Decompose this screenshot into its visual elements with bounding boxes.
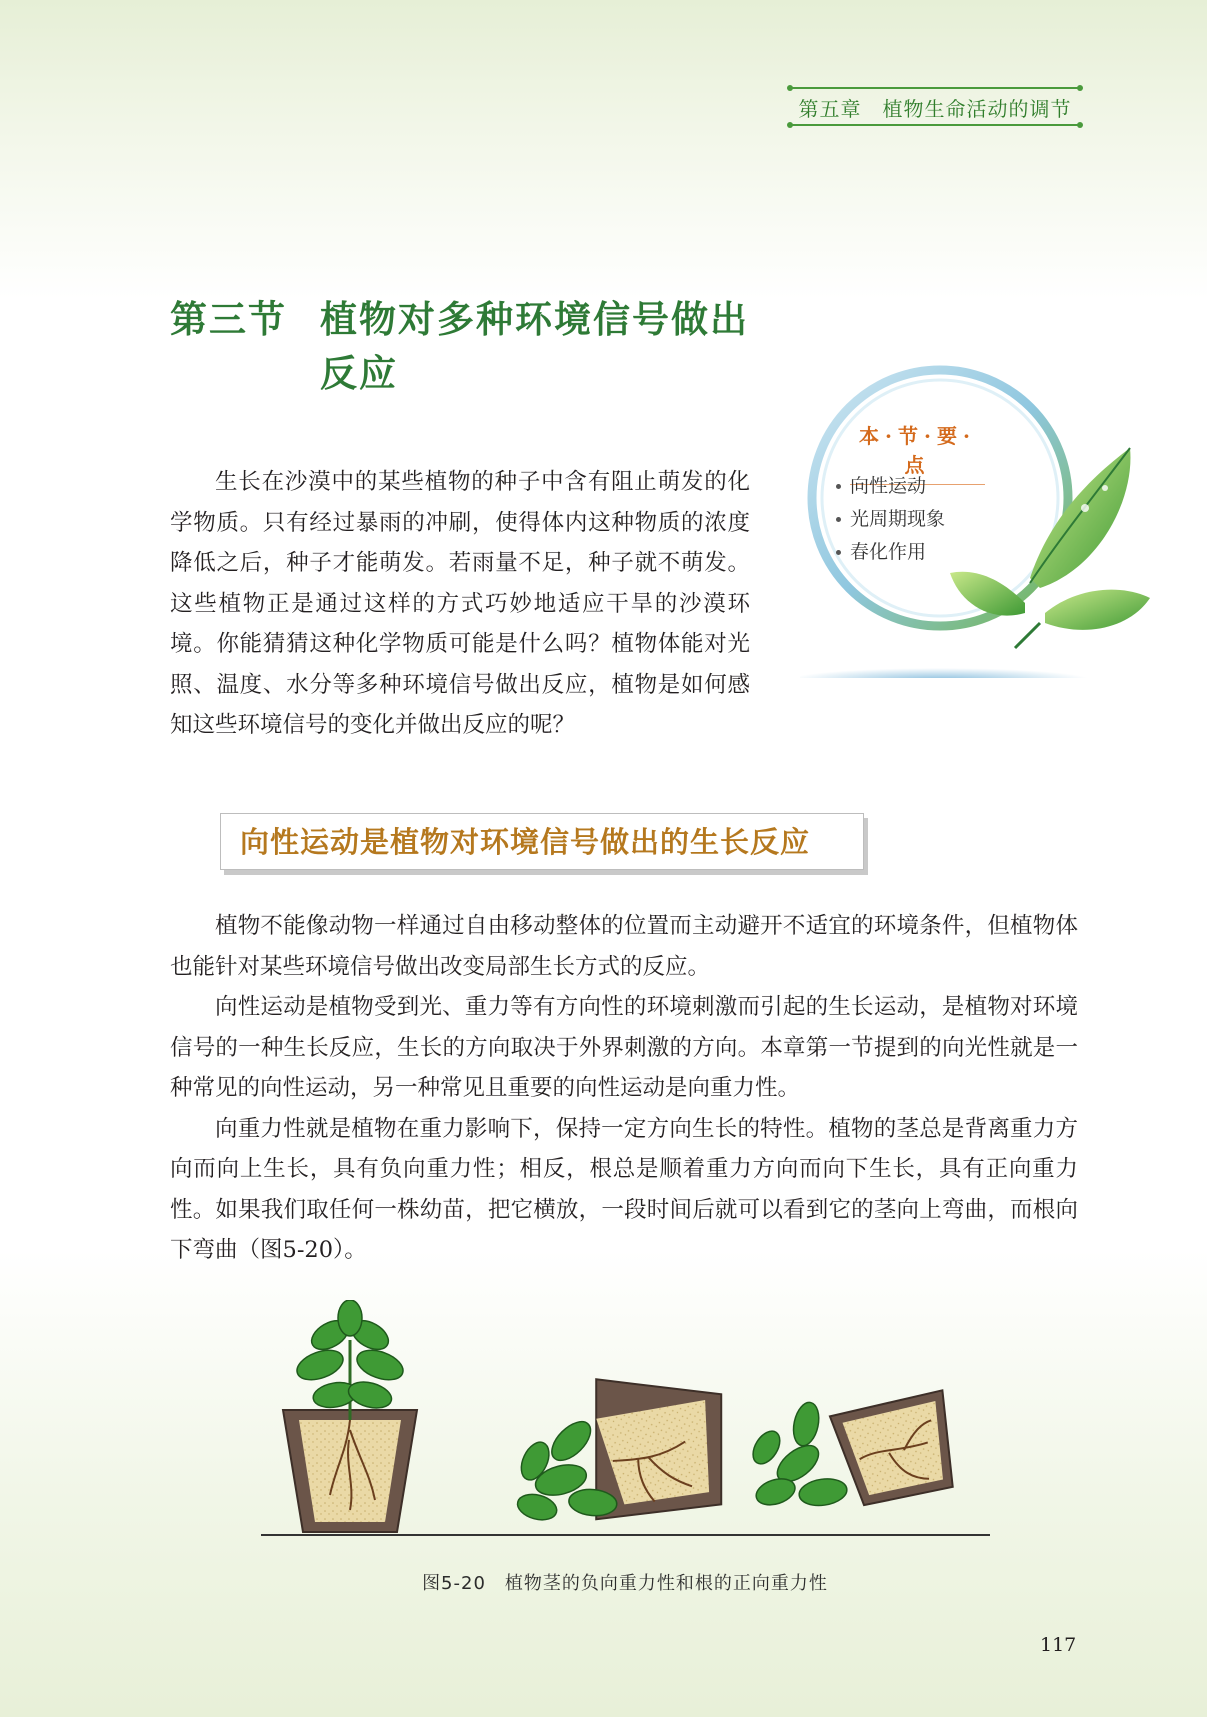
- keypoints-list: [836, 470, 945, 569]
- chapter-header: 第五章 植物生命活动的调节: [798, 97, 1072, 121]
- keypoint-item: 春化作用: [836, 536, 945, 569]
- bullet-icon: [836, 484, 841, 489]
- section-number: 第三节: [170, 297, 287, 341]
- subheading: 向性运动是植物对环境信号做出的生长反应: [240, 825, 811, 859]
- figure-5-20-illustration: [255, 1300, 995, 1550]
- header-rule-top: [790, 87, 1080, 89]
- section-title-text: 植物对多种环境信号做出反应: [320, 297, 749, 395]
- bullet-icon: [836, 517, 841, 522]
- figure-caption: 图5-20 植物茎的负向重力性和根的正向重力性: [422, 1573, 828, 1594]
- body-paragraph: 向性运动是植物受到光、重力等有方向性的环境刺激而引起的生长运动，是植物对环境信号的一种生长反应，生长的方向取决于外界刺激的方向。本章第一节提到的向光性就是一种常见的向性运动，另一种常见且重要的向性运动是向重力性。: [170, 994, 1078, 1101]
- page-number: 117: [1040, 1634, 1077, 1656]
- body-paragraph: 植物不能像动物一样通过自由移动整体的位置而主动避开不适宜的环境条件，但植物体也能针对某些环境信号做出改变局部生长方式的反应。: [170, 913, 1078, 980]
- keypoints-shadow: [800, 668, 1090, 678]
- tilted-plant-2: [732, 1357, 972, 1546]
- upright-plant: [283, 1300, 417, 1532]
- tilted-plant-1: [487, 1348, 757, 1550]
- keypoint-item: 光周期现象: [836, 503, 945, 536]
- intro-paragraph: 生长在沙漠中的某些植物的种子中含有阻止萌发的化学物质。只有经过暴雨的冲刷，使得体内这种物质的浓度降低之后，种子才能萌发。若雨量不足，种子就不萌发。这些植物正是通过这样的方式巧妙地适应干旱的沙漠环境。你能猜猜这种化学物质可能是什么吗？植物体能对光照、温度、水分等多种环境信号做出反应，植物是如何感知这些环境信号的变化并做出反应的呢？: [170, 469, 750, 738]
- bullet-icon: [836, 550, 841, 555]
- body-paragraph: 向重力性就是植物在重力影响下，保持一定方向生长的特性。植物的茎总是背离重力方向而向上生长，具有负向重力性；相反，根总是顺着重力方向而向下生长，具有正向重力性。如果我们取任何一株幼苗，把它横放，一段时间后就可以看到它的茎向上弯曲，而根向下弯曲（图5-20）。: [170, 1115, 1078, 1263]
- body-text: [170, 906, 1078, 1271]
- keypoint-item: 向性运动: [836, 470, 945, 503]
- keypoints-title: 本·节·要·点: [850, 420, 985, 485]
- header-rule-bottom: [790, 124, 1080, 126]
